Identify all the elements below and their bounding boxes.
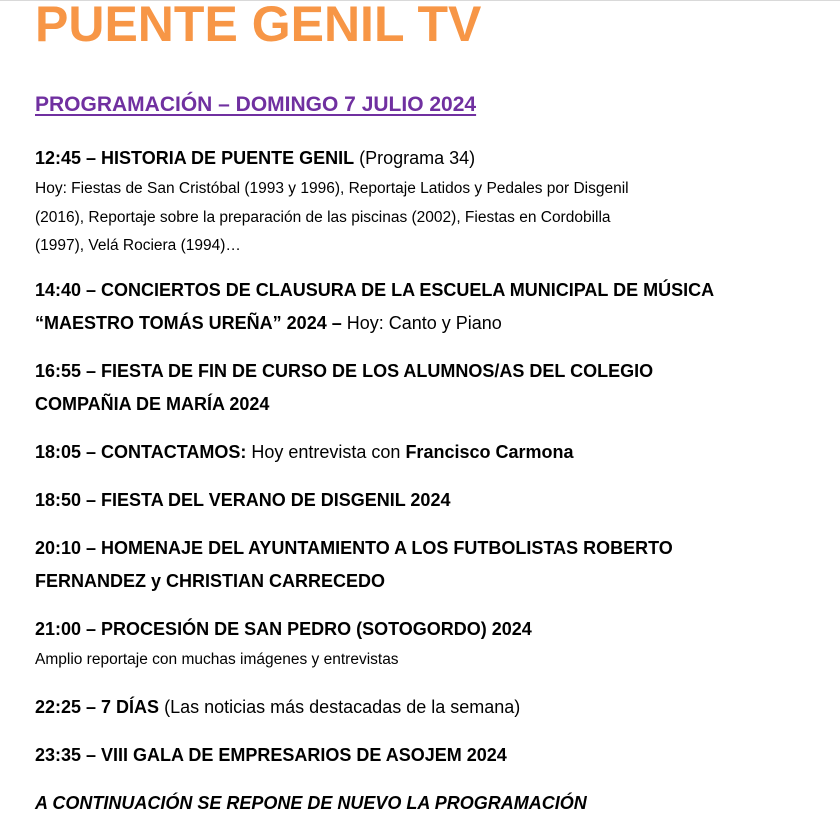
entry-title-line: 16:55 – FIESTA DE FIN DE CURSO DE LOS ALUMNOS/AS DEL COLEGIO	[35, 361, 654, 381]
entry-title-line: 14:40 – CONCIERTOS DE CLAUSURA DE LA ESCUELA MUNICIPAL DE MÚSICA	[35, 280, 715, 300]
entry-time-title: 18:05 – CONTACTAMOS:	[35, 442, 247, 462]
schedule-entry-2100	[35, 613, 815, 675]
closing-note: A CONTINUACIÓN SE REPONE DE NUEVO LA PROGRAMACIÓN	[35, 793, 587, 813]
entry-description-line: Amplio reportaje con muchas imágenes y entrevistas	[35, 651, 399, 668]
entry-title-line	[35, 142, 815, 175]
schedule-entry-1440	[35, 274, 815, 340]
entry-title-line: 21:00 – PROCESIÓN DE SAN PEDRO (SOTOGORDO) 2024	[35, 619, 532, 639]
schedule-entry-1655	[35, 355, 815, 421]
entry-description-line: Hoy: Fiestas de San Cristóbal (1993 y 1996), Reportaje Latidos y Pedales por Disgenil	[35, 180, 629, 197]
entry-description-line: (2016), Reportaje sobre la preparación de las piscinas (2002), Fiestas en Cordobilla	[35, 208, 611, 226]
entry-title-line	[35, 307, 815, 340]
schedule-entry-2010	[35, 532, 815, 598]
schedule-entry-1245	[35, 142, 815, 261]
entry-description-line: (1997), Velá Rociera (1994)…	[35, 237, 241, 254]
entry-title-line	[35, 691, 815, 724]
entry-title-text: “MAESTRO TOMÁS UREÑA” 2024 –	[35, 313, 342, 333]
entry-guest-name: Francisco Carmona	[405, 442, 574, 462]
entry-time-title: 22:25 – 7 DÍAS	[35, 697, 160, 717]
entry-time-title: 12:45 – HISTORIA DE PUENTE GENIL	[35, 148, 355, 168]
entry-title-line: 23:35 – VIII GALA DE EMPRESARIOS DE ASOJEM 2024	[35, 745, 507, 765]
schedule-entry-1850	[35, 484, 815, 517]
entry-title-suffix: (Programa 34)	[354, 148, 476, 168]
entry-title-line: FERNANDEZ y CHRISTIAN CARRECEDO	[35, 571, 386, 591]
schedule-entry-2335	[35, 739, 815, 772]
entry-title-middle: Hoy entrevista con	[246, 442, 406, 462]
schedule-entry-1805	[35, 436, 815, 469]
entry-title-line: COMPAÑIA DE MARÍA 2024	[35, 394, 270, 414]
schedule-entry-2225	[35, 691, 815, 724]
entry-title-suffix: Hoy: Canto y Piano	[341, 313, 502, 333]
entry-title-line	[35, 436, 815, 469]
channel-title: PUENTE GENIL TV	[35, 0, 482, 52]
entry-title-suffix: (Las noticias más destacadas de la semana)	[159, 697, 521, 717]
entry-title-line: 20:10 – HOMENAJE DEL AYUNTAMIENTO A LOS FUTBOLISTAS ROBERTO	[35, 538, 673, 558]
schedule-heading: PROGRAMACIÓN – DOMINGO 7 JULIO 2024	[35, 93, 477, 116]
entry-title-line: 18:50 – FIESTA DEL VERANO DE DISGENIL 2024	[35, 490, 451, 510]
